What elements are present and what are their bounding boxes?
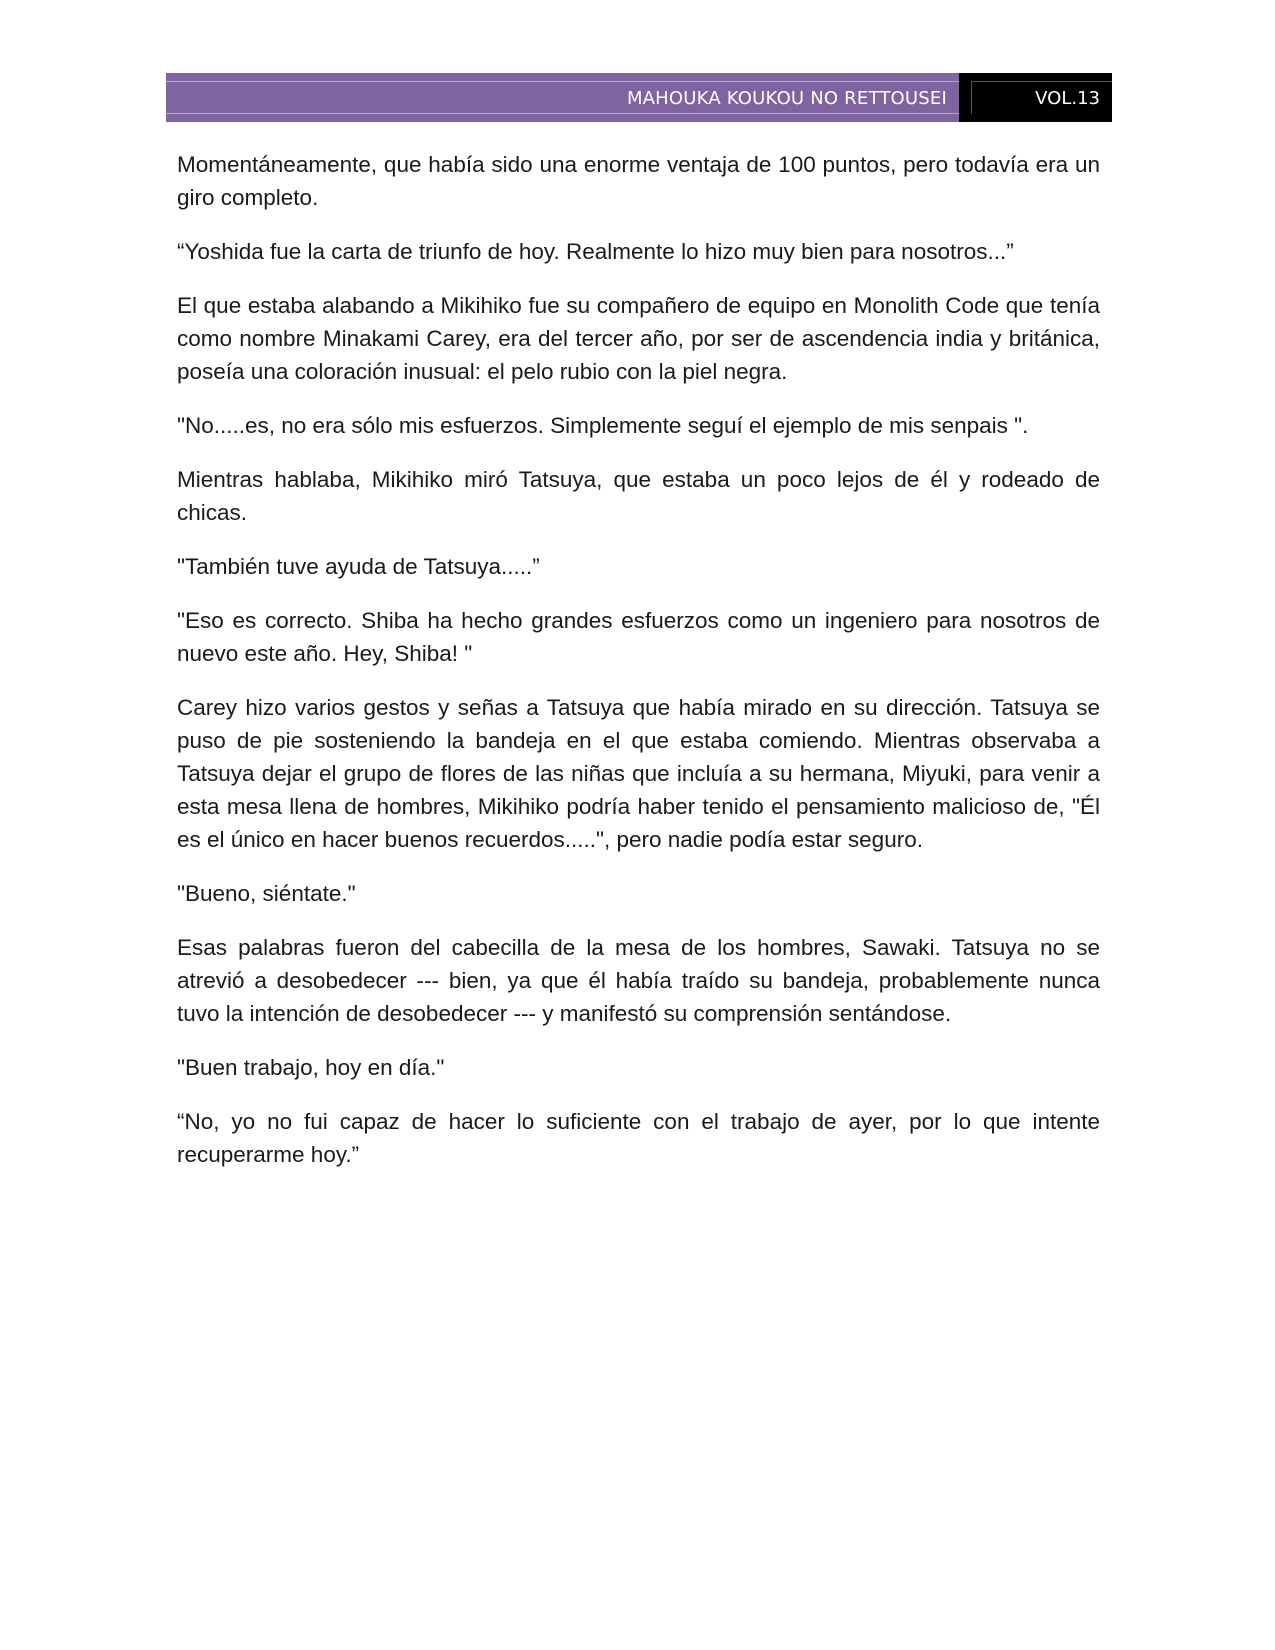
paragraph: Carey hizo varios gestos y señas a Tatsuya que había mirado en su dirección. Tatsuya se puso de pie sosteniendo la bandeja en el que estaba comiendo. Mientras observaba a Tatsuya dejar el grupo de flores de las niñas que incluía a su hermana, Miyuki, para venir a esta mesa llena de hombres, Mikihiko podría haber tenido el pensamiento malicioso de, "Él es el único en hacer buenos recuerdos.....", pero nadie podía estar seguro. (177, 695, 1100, 852)
paragraph: El que estaba alabando a Mikihiko fue su compañero de equipo en Monolith Code que tenía como nombre Minakami Carey, era del tercer año, por ser de ascendencia india y británica, poseía una coloración inusual: el pelo rubio con la piel negra. (177, 293, 1100, 384)
paragraph: "Eso es correcto. Shiba ha hecho grandes esfuerzos como un ingeniero para nosotros de nuevo este año. Hey, Shiba! " (177, 608, 1100, 666)
page-header (166, 73, 1112, 122)
paragraph: "No.....es, no era sólo mis esfuerzos. Simplemente seguí el ejemplo de mis senpais ". (177, 413, 1029, 438)
paragraph: Mientras hablaba, Mikihiko miró Tatsuya, que estaba un poco lejos de él y rodeado de chicas. (177, 467, 1100, 525)
paragraph: "También tuve ayuda de Tatsuya.....” (177, 554, 540, 579)
paragraph: "Buen trabajo, hoy en día." (177, 1055, 445, 1080)
volume-label: VOL.13 (1035, 88, 1100, 109)
header-volume-box (959, 73, 1112, 122)
paragraph: Momentáneamente, que había sido una enorme ventaja de 100 puntos, pero todavía era un giro completo. (177, 152, 1100, 210)
page-body (177, 148, 1100, 1192)
book-title: MAHOUKA KOUKOU NO RETTOUSEI (626, 88, 947, 109)
header-title-box (166, 73, 959, 122)
paragraph: Esas palabras fueron del cabecilla de la mesa de los hombres, Sawaki. Tatsuya no se atrevió a desobedecer --- bien, ya que él había traído su bandeja, probablemente nunca tuvo la intención de desobedecer --- y manifestó su comprensión sentándose. (177, 935, 1100, 1026)
paragraph: “No, yo no fui capaz de hacer lo suficiente con el trabajo de ayer, por lo que intente recuperarme hoy.” (177, 1109, 1100, 1167)
paragraph: "Bueno, siéntate." (177, 881, 356, 906)
paragraph: “Yoshida fue la carta de triunfo de hoy. Realmente lo hizo muy bien para nosotros...” (177, 239, 1014, 264)
